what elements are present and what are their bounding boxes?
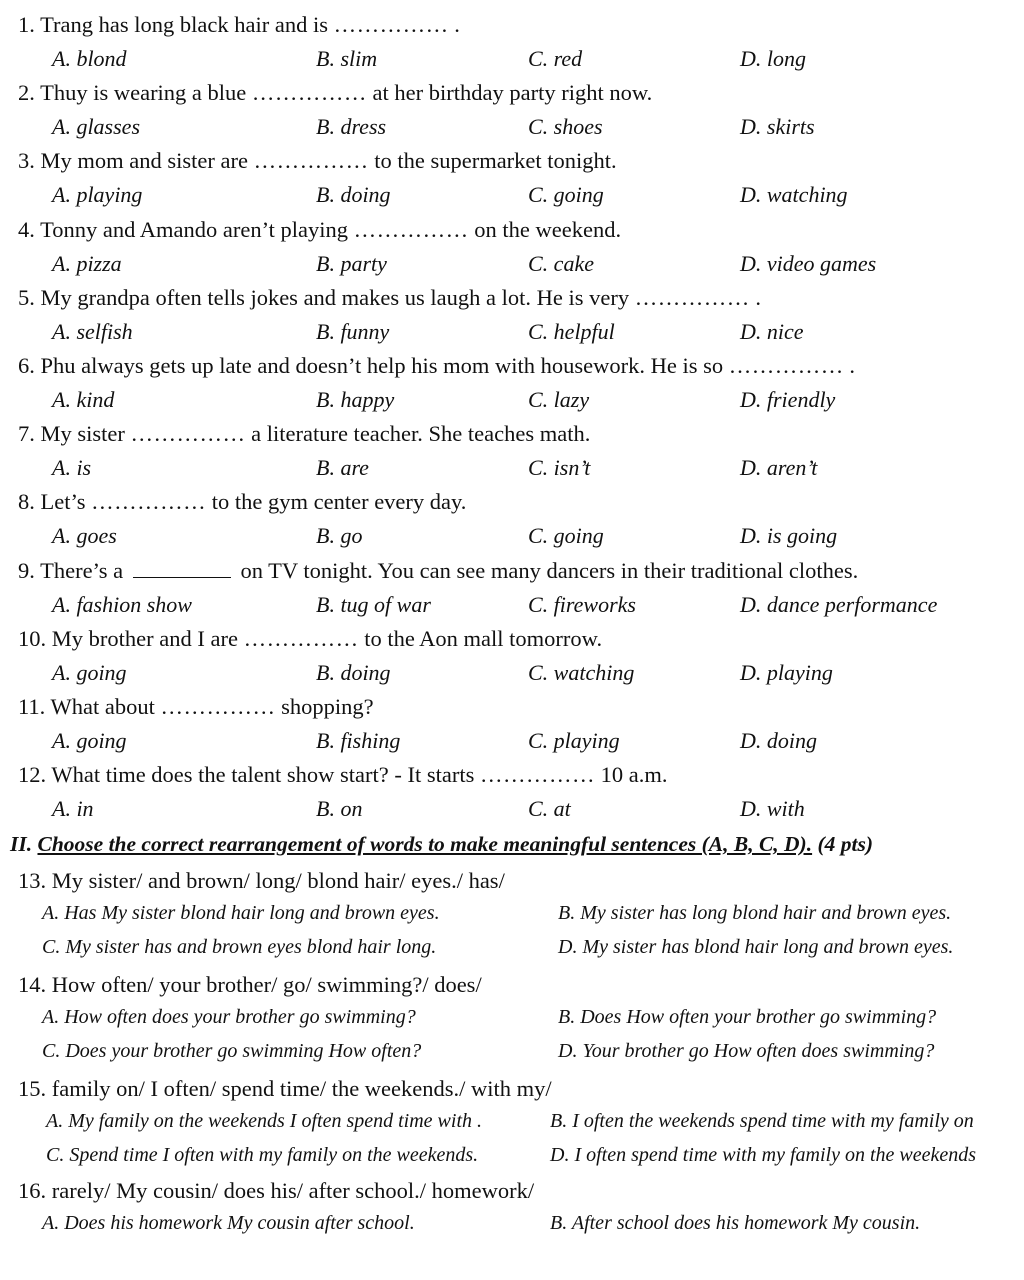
option-b: B. go [316, 523, 363, 549]
option-d: D. playing [740, 659, 833, 685]
option-a: A. How often does your brother go swimming? [42, 1006, 416, 1028]
question-stem-end: on the weekend. [474, 216, 622, 242]
options-row [0, 660, 1024, 688]
question-2 [18, 80, 652, 106]
question-15 [18, 1076, 552, 1102]
question-number: 1. [18, 12, 35, 37]
option-d: D. doing [740, 728, 817, 753]
option-a: A. Does his homework My cousin after school. [42, 1212, 415, 1234]
option-d: D. long [740, 46, 806, 71]
question-9 [18, 558, 858, 584]
question-stem: What about [50, 694, 155, 719]
question-number: 5. [18, 284, 35, 310]
answer-blank: …………… [634, 284, 750, 310]
question-stem-end: 10 a.m. [600, 762, 668, 788]
options-row [0, 251, 1024, 279]
options-row [0, 182, 1024, 210]
section-heading [10, 832, 873, 857]
answer-blank: …………… [728, 353, 844, 378]
question-3 [18, 148, 617, 174]
options-row [0, 319, 1024, 347]
option-d: D. with [740, 796, 805, 822]
option-d: D. dance performance [740, 591, 938, 617]
options-row [0, 114, 1024, 142]
option-d: D. video games [740, 250, 877, 276]
option-c: C. fireworks [528, 591, 636, 617]
question-13 [18, 868, 505, 894]
question-number: 10. [18, 625, 47, 651]
options-row [0, 592, 1024, 620]
option-d: D. I often spend time with my family on the weekends [550, 1144, 977, 1166]
option-c: C. at [528, 796, 571, 822]
question-number: 13. [18, 868, 47, 893]
option-b: B. I often the weekends spend time with my family on [550, 1110, 974, 1132]
question-stem: Tonny and Amando aren’t playing [40, 216, 349, 242]
question-stem-end: to the Aon mall tomorrow. [364, 625, 603, 651]
question-number: 14. [18, 972, 47, 997]
option-b: B. My sister has long blond hair and brown eyes. [558, 902, 952, 924]
question-stem: My brother and I are [51, 625, 238, 651]
option-a: A. Has My sister blond hair long and brown eyes. [42, 902, 440, 924]
question-number: 2. [18, 80, 35, 106]
option-c: C. going [528, 523, 604, 549]
question-stem: My grandpa often tells jokes and makes us laugh a lot. He is very [40, 284, 630, 310]
question-number: 4. [18, 216, 35, 242]
question-stem: Thuy is wearing a blue [40, 80, 247, 106]
question-stem-end: . [454, 12, 460, 37]
option-c: C. cake [528, 250, 594, 276]
options-row [0, 728, 1024, 756]
question-stem: My sister [40, 421, 125, 447]
question-number: 6. [18, 353, 35, 378]
option-a: A. kind [52, 387, 115, 412]
option-d: D. My sister has blond hair long and brown eyes. [558, 936, 954, 958]
question-4 [18, 217, 621, 243]
section-points: (4 pts) [817, 832, 874, 856]
option-b: B. tug of war [316, 591, 431, 617]
question-stem-end: . [755, 284, 761, 310]
question-14 [18, 972, 482, 998]
question-stem: Phu always gets up late and doesn’t help his mom with housework. He is so [40, 353, 724, 378]
question-stem: Let’s [40, 489, 86, 515]
option-a: A. playing [52, 182, 143, 208]
option-a: A. fashion show [52, 591, 192, 617]
option-c: C. Does your brother go swimming How often? [42, 1040, 422, 1062]
question-8 [18, 489, 466, 515]
option-a: A. is [52, 455, 92, 481]
question-16 [18, 1178, 534, 1204]
option-c: C. helpful [528, 318, 615, 344]
question-number: 11. [18, 694, 46, 719]
answer-blank: …………… [243, 625, 359, 651]
option-b: B. happy [316, 387, 395, 412]
option-c: C. playing [528, 728, 620, 753]
question-number: 8. [18, 489, 35, 515]
option-d: D. is going [740, 523, 838, 549]
option-b: B. Does How often your brother go swimming? [558, 1006, 937, 1028]
question-10 [18, 626, 602, 652]
question-12 [18, 762, 667, 788]
answer-blank: …………… [353, 216, 469, 242]
answer-blank: …………… [160, 694, 276, 719]
options-row [0, 455, 1024, 483]
question-stem: My mom and sister are [40, 148, 248, 174]
option-c: C. going [528, 182, 604, 208]
option-d: D. friendly [740, 387, 836, 412]
answer-blank: …………… [333, 12, 449, 37]
word-prompt: family on/ I often/ spend time/ the weekends./ with my/ [51, 1076, 552, 1101]
question-number: 7. [18, 421, 35, 447]
option-c: C. Spend time I often with my family on the weekends. [46, 1144, 479, 1166]
answer-blank: …………… [253, 148, 369, 174]
option-d: D. skirts [740, 114, 815, 140]
option-a: A. going [52, 728, 127, 753]
option-c: C. isn’t [528, 455, 591, 481]
option-a: A. goes [52, 523, 117, 549]
option-a: A. pizza [52, 250, 122, 276]
option-b: B. After school does his homework My cousin. [550, 1212, 921, 1234]
option-c: C. lazy [528, 387, 590, 412]
option-b: B. funny [316, 318, 390, 344]
question-number: 16. [18, 1178, 47, 1203]
question-number: 12. [18, 762, 47, 788]
answer-blank: …………… [91, 489, 207, 515]
question-number: 3. [18, 148, 35, 174]
question-stem: There’s a [40, 557, 124, 583]
question-stem: What time does the talent show start? - It starts [51, 762, 475, 788]
section-title: Choose the correct rearrangement of words to make meaningful sentences (A, B, C, D). [37, 832, 813, 856]
option-b: B. on [316, 796, 363, 822]
question-stem-end: to the supermarket tonight. [374, 148, 617, 174]
option-b: B. fishing [316, 728, 401, 753]
question-1 [18, 12, 460, 38]
option-b: B. party [316, 250, 387, 276]
question-stem-end: . [849, 353, 856, 378]
question-stem-end: on TV tonight. You can see many dancers in their traditional clothes. [240, 557, 859, 583]
answer-blank: …………… [479, 762, 595, 788]
answer-blank: …………… [130, 421, 246, 447]
section-number: II. [10, 832, 33, 856]
options-row [0, 46, 1024, 74]
options-row [0, 387, 1024, 415]
question-6 [18, 353, 855, 379]
option-b: B. are [316, 455, 369, 481]
question-stem: Trang has long black hair and is [40, 12, 328, 37]
word-prompt: My sister/ and brown/ long/ blond hair/ eyes./ has/ [51, 868, 505, 893]
option-a: A. glasses [52, 114, 140, 140]
option-d: D. nice [740, 318, 804, 344]
word-prompt: rarely/ My cousin/ does his/ after school./ homework/ [51, 1178, 535, 1203]
question-stem-end: a literature teacher. She teaches math. [251, 421, 591, 447]
question-number: 15. [18, 1076, 47, 1101]
question-7 [18, 421, 590, 447]
answer-blank-line [133, 559, 231, 578]
option-a: A. in [52, 796, 94, 822]
option-c: C. red [528, 46, 583, 71]
option-c: C. watching [528, 659, 635, 685]
option-a: A. selfish [52, 318, 133, 344]
option-b: B. doing [316, 659, 391, 685]
question-number: 9. [18, 557, 35, 583]
option-d: D. Your brother go How often does swimming? [558, 1040, 935, 1062]
option-d: D. watching [740, 182, 848, 208]
option-b: B. doing [316, 182, 391, 208]
question-stem-end: shopping? [281, 694, 374, 719]
option-d: D. aren’t [740, 455, 818, 481]
question-5 [18, 285, 761, 311]
word-prompt: How often/ your brother/ go/ swimming?/ does/ [51, 972, 482, 997]
answer-blank: …………… [251, 80, 367, 106]
option-a: A. going [52, 659, 127, 685]
option-c: C. shoes [528, 114, 603, 140]
option-b: B. dress [316, 114, 387, 140]
option-b: B. slim [316, 46, 378, 71]
question-stem-end: at her birthday party right now. [372, 80, 653, 106]
option-a: A. My family on the weekends I often spend time with . [46, 1110, 483, 1132]
question-11 [18, 694, 374, 720]
option-a: A. blond [52, 46, 127, 71]
question-stem-end: to the gym center every day. [211, 489, 467, 515]
option-c: C. My sister has and brown eyes blond hair long. [42, 936, 437, 958]
options-row [0, 523, 1024, 551]
options-row [0, 796, 1024, 824]
